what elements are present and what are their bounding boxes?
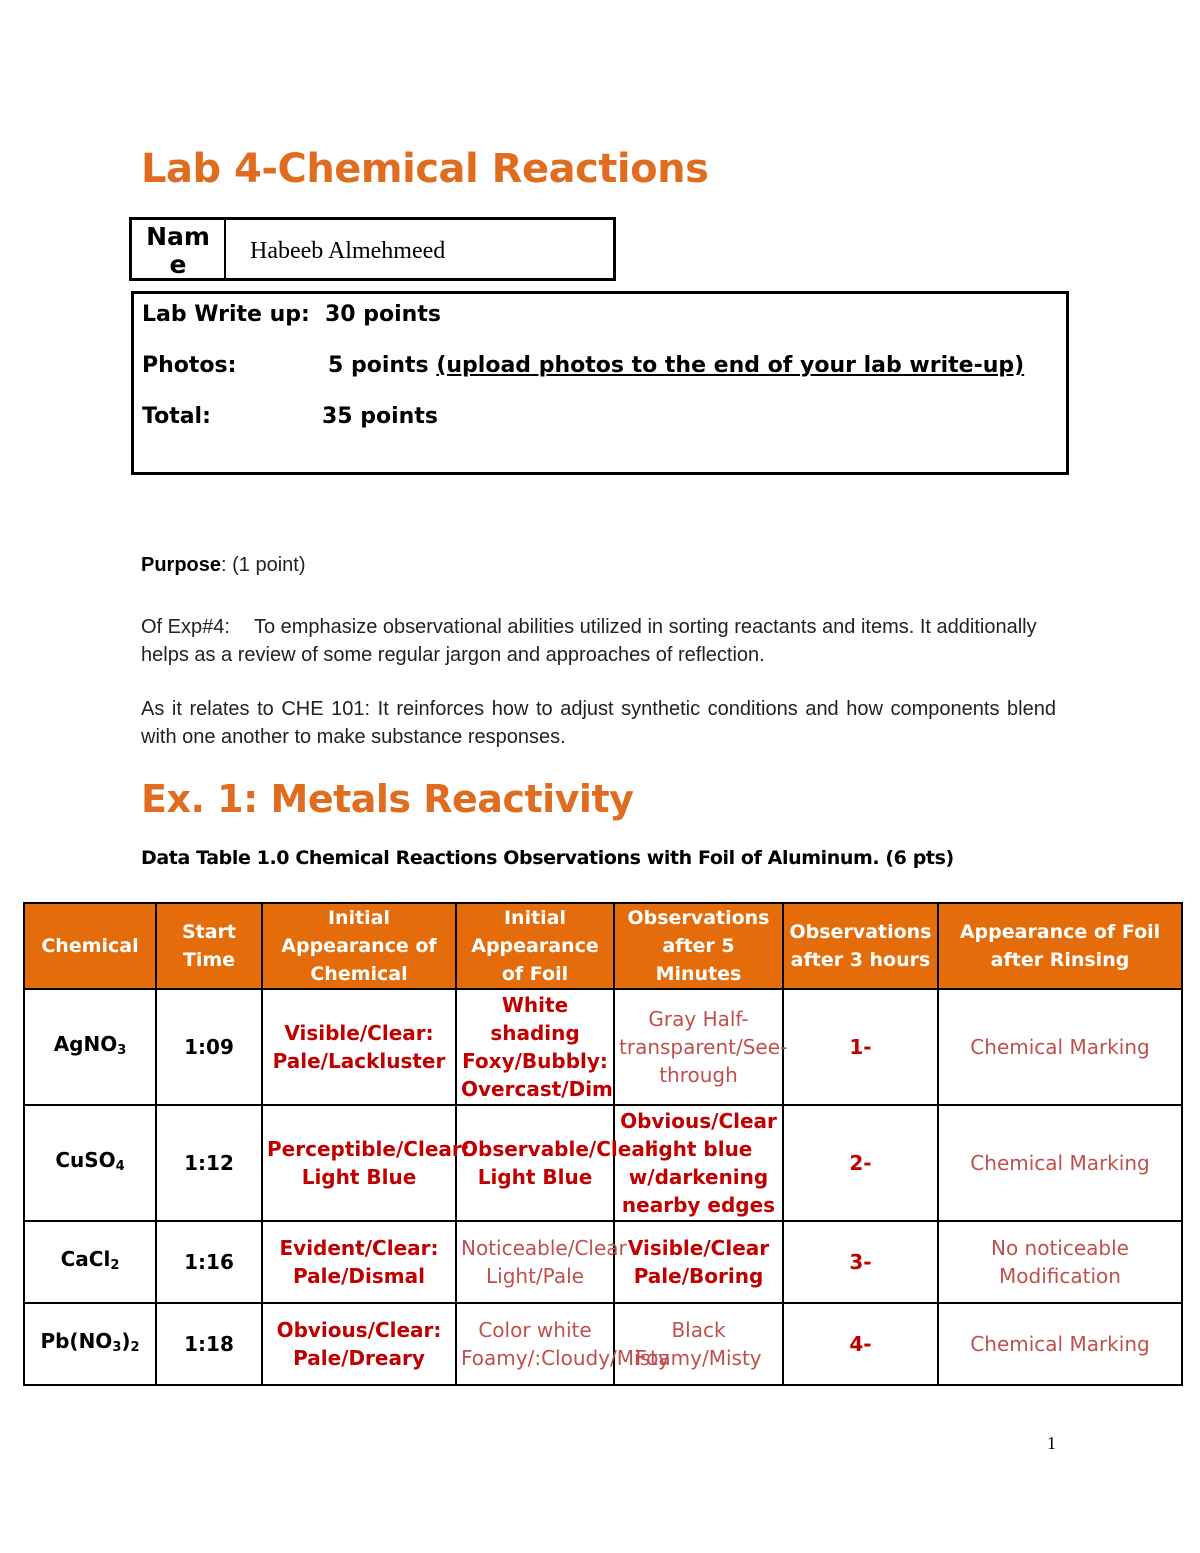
cell-obs-3hr: 3- bbox=[783, 1221, 938, 1303]
photos-label: Photos: bbox=[142, 353, 237, 378]
purpose-exp-text: To emphasize observational abilities utilized in sorting reactants and items. It additionally helps as a review of some regular jargon and approaches of reflection. bbox=[141, 616, 1037, 666]
photos-points: 5 points bbox=[328, 353, 429, 378]
cell-initial-chemical: Obvious/Clear: Pale/Dreary bbox=[262, 1303, 456, 1385]
header-rinse: Appearance of Foil after Rinsing bbox=[938, 903, 1182, 989]
cell-initial-foil: Observable/Clear Light Blue bbox=[456, 1105, 614, 1221]
header-obs-3hr: Observations after 3 hours bbox=[783, 903, 938, 989]
data-table bbox=[23, 902, 1183, 1386]
cell-initial-foil: Color white Foamy/:Cloudy/Misty bbox=[456, 1303, 614, 1385]
cell-time: 1:16 bbox=[156, 1221, 262, 1303]
table-row bbox=[24, 1221, 1182, 1303]
table-row bbox=[24, 1105, 1182, 1221]
cell-initial-foil: Noticeable/Clear Light/Pale bbox=[456, 1221, 614, 1303]
total-value: 35 points bbox=[322, 404, 438, 429]
name-box bbox=[129, 217, 616, 281]
table-caption: Data Table 1.0 Chemical Reactions Observations with Foil of Aluminum. (6 pts) bbox=[141, 847, 954, 869]
header-initial-chemical: Initial Appearance of Chemical bbox=[262, 903, 456, 989]
purpose-label: Purpose bbox=[141, 554, 222, 576]
cell-rinse: No noticeable Modification bbox=[938, 1221, 1182, 1303]
purpose-che: As it relates to CHE 101: It reinforces how to adjust synthetic conditions and how components blend with one another to make substance responses. bbox=[141, 698, 1056, 748]
cell-initial-chemical: Perceptible/Clear: Light Blue bbox=[262, 1105, 456, 1221]
total-label: Total: bbox=[142, 404, 211, 429]
cell-rinse: Chemical Marking bbox=[938, 1105, 1182, 1221]
section-heading: Ex. 1: Metals Reactivity bbox=[141, 777, 634, 821]
photos-note: (upload photos to the end of your lab write-up) bbox=[436, 353, 1025, 378]
cell-time: 1:12 bbox=[156, 1105, 262, 1221]
page-number: 1 bbox=[1047, 1433, 1056, 1453]
purpose-exp bbox=[141, 613, 1056, 669]
purpose-exp-label: Of Exp#4: bbox=[141, 616, 230, 638]
cell-chemical: $Pb(NO_3)_2$ bbox=[24, 1303, 156, 1385]
cell-obs-3hr: 1- bbox=[783, 989, 938, 1105]
cell-obs-5min: Gray Half-transparent/See-through bbox=[614, 989, 783, 1105]
cell-initial-foil: White shading Foxy/Bubbly: Overcast/Dim bbox=[456, 989, 614, 1105]
header-obs-5min: Observations after 5 Minutes bbox=[614, 903, 783, 989]
writeup-value: 30 points bbox=[325, 302, 441, 327]
cell-obs-5min: Visible/Clear Pale/Boring bbox=[614, 1221, 783, 1303]
cell-rinse: Chemical Marking bbox=[938, 989, 1182, 1105]
writeup-label: Lab Write up: bbox=[142, 302, 310, 327]
header-start-time: Start Time bbox=[156, 903, 262, 989]
cell-initial-chemical: Evident/Clear: Pale/Dismal bbox=[262, 1221, 456, 1303]
header-initial-foil: Initial Appearance of Foil bbox=[456, 903, 614, 989]
cell-obs-5min: Obvious/Clear light blue w/darkening nearby edges bbox=[614, 1105, 783, 1221]
cell-rinse: Chemical Marking bbox=[938, 1303, 1182, 1385]
cell-time: 1:09 bbox=[156, 989, 262, 1105]
purpose-line bbox=[141, 551, 1056, 579]
cell-chemical: CaCl$_2$ bbox=[24, 1221, 156, 1303]
cell-obs-3hr: 4- bbox=[783, 1303, 938, 1385]
table-row bbox=[24, 1303, 1182, 1385]
cell-obs-5min: Black Foamy/Misty bbox=[614, 1303, 783, 1385]
cell-chemical: CuSO$_4$ bbox=[24, 1105, 156, 1221]
purpose-points: : (1 point) bbox=[221, 554, 306, 576]
name-label: Nam e bbox=[132, 220, 226, 278]
table-header-row bbox=[24, 903, 1182, 989]
points-box bbox=[131, 291, 1069, 475]
cell-time: 1:18 bbox=[156, 1303, 262, 1385]
page-title: Lab 4-Chemical Reactions bbox=[141, 146, 709, 192]
cell-obs-3hr: 2- bbox=[783, 1105, 938, 1221]
header-chemical: Chemical bbox=[24, 903, 156, 989]
table-row bbox=[24, 989, 1182, 1105]
photos-value bbox=[328, 353, 1024, 378]
name-value: Habeeb Almehmeed bbox=[250, 238, 446, 264]
cell-chemical: AgNO$_3$ bbox=[24, 989, 156, 1105]
cell-initial-chemical: Visible/Clear: Pale/Lackluster bbox=[262, 989, 456, 1105]
